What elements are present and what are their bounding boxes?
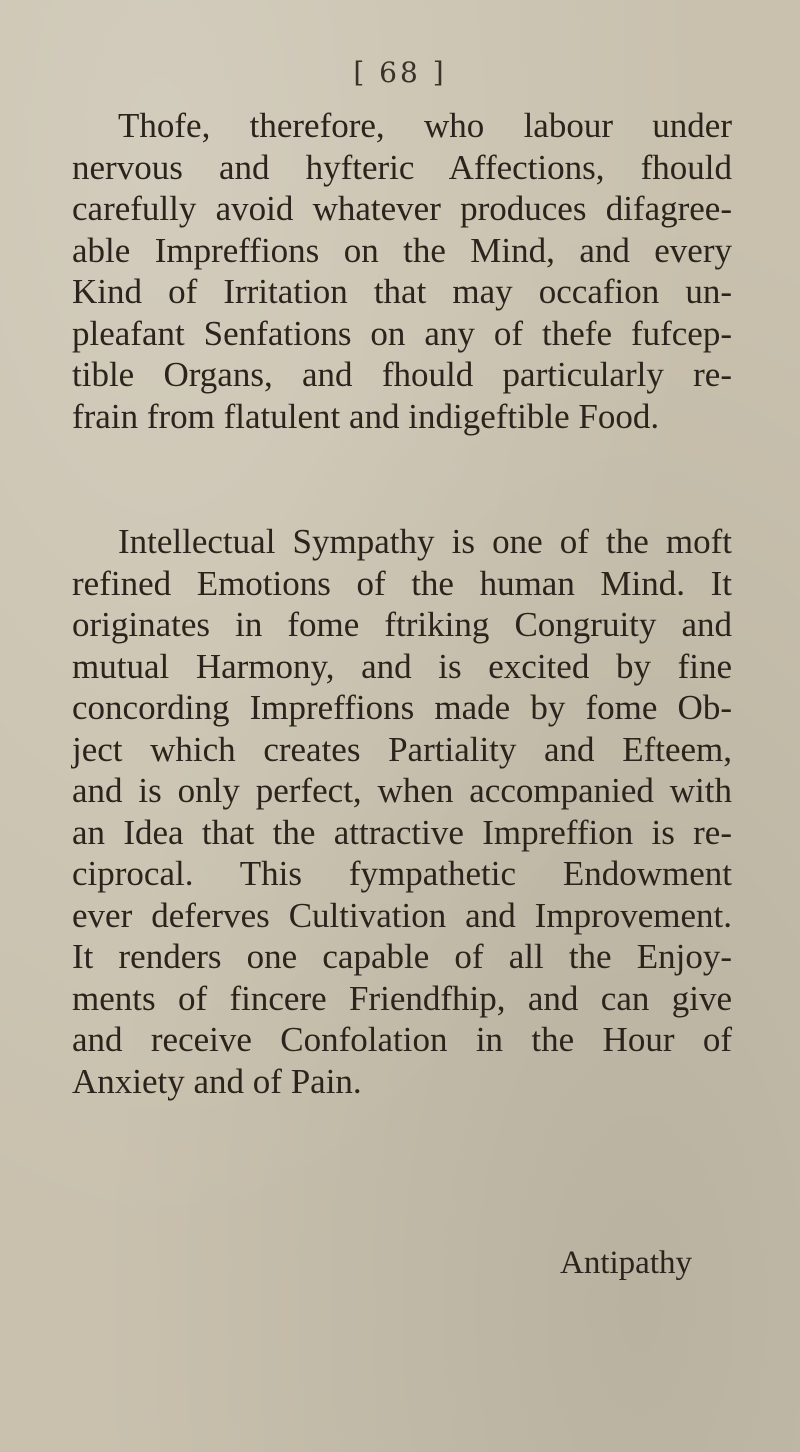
- text-line: ever deferves Cultivation and Improvement.: [72, 895, 732, 935]
- text-line: Anxiety and of Pain.: [72, 1061, 362, 1101]
- page-number: [ 68 ]: [353, 56, 447, 89]
- text-line: Thofe, therefore, who labour under: [118, 106, 732, 145]
- text-line: originates in fome ftriking Congruity and: [72, 605, 732, 644]
- text-line: Kind of Irritation that may occafion un-: [72, 272, 732, 311]
- text-line: tible Organs, and fhould particularly re-: [72, 355, 732, 394]
- text-line: pleafant Senfations on any of thefe fufcep-: [72, 313, 732, 353]
- text-line: and is only perfect, when accompanied with: [72, 771, 732, 810]
- text-line: frain from flatulent and indigeftible Food.: [72, 396, 660, 436]
- text-line: an Idea that the attractive Impreffion is re-: [72, 812, 732, 852]
- text-line: able Impreffions on the Mind, and every: [72, 230, 732, 270]
- text-line: and receive Confolation in the Hour of: [72, 1020, 732, 1059]
- text-line: Intellectual Sympathy is one of the moft: [118, 522, 732, 561]
- text-line: ciprocal. This fympathetic Endowment: [72, 854, 732, 893]
- text-line: mutual Harmony, and is excited by fine: [72, 646, 732, 686]
- text-line: ments of fincere Friendfhip, and can give: [72, 978, 732, 1018]
- catchword: Antipathy: [560, 1245, 692, 1281]
- text-line: It renders one capable of all the Enjoy-: [72, 937, 732, 976]
- paragraph-2: [72, 521, 732, 1102]
- text-line: refined Emotions of the human Mind. It: [72, 563, 732, 603]
- text-line: nervous and hyfteric Affections, fhould: [72, 147, 732, 187]
- paragraph-1: [72, 105, 732, 437]
- text-line: ject which creates Partiality and Efteem,: [72, 729, 732, 769]
- text-line: concording Impreffions made by fome Ob-: [72, 688, 732, 727]
- text-line: carefully avoid whatever produces difagree-: [72, 189, 732, 228]
